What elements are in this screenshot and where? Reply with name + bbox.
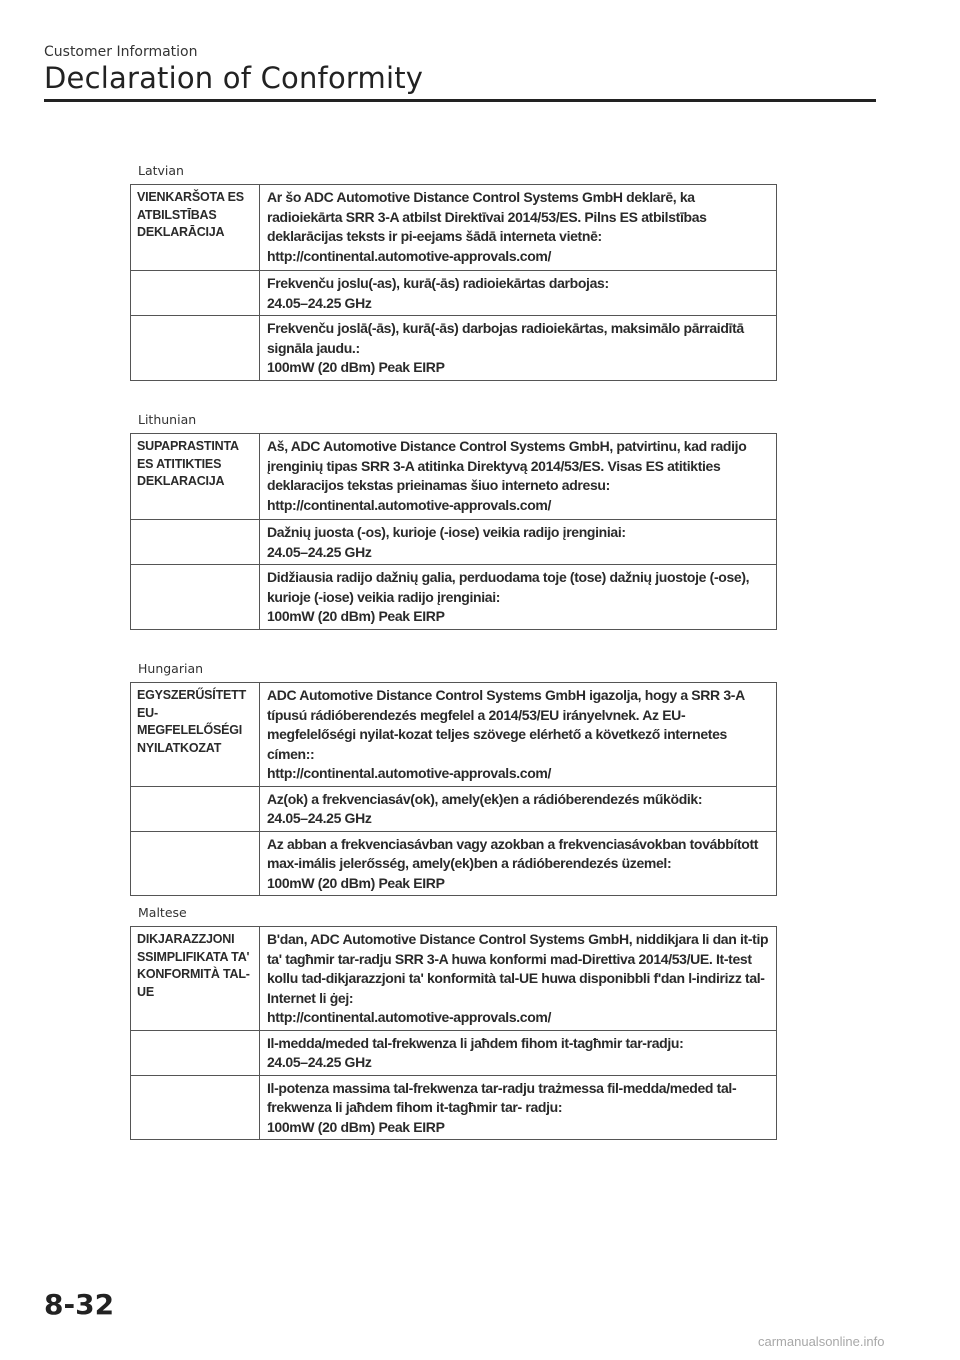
language-block-lithuanian — [130, 411, 776, 630]
empty-cell — [131, 565, 260, 630]
empty-cell — [131, 316, 260, 381]
page-number: 8-32 — [44, 1288, 115, 1321]
declaration-text-cell — [260, 185, 777, 271]
frequency-label: Dažnių juosta (-os), kurioje (-iose) veikia radijo įrenginiai: — [267, 524, 626, 540]
declaration-heading: DIKJARAZZJONI SSIMPLIFIKATA TA' KONFORMITÀ TAL-UE — [131, 927, 260, 1031]
empty-cell — [131, 1075, 260, 1140]
chapter-title: Declaration of Conformity — [44, 61, 424, 95]
declaration-url: http://continental.automotive-approvals.com/ — [267, 1009, 552, 1025]
watermark: carmanualsonline.info — [758, 1334, 885, 1349]
power-cell — [260, 1075, 777, 1140]
frequency-label: Frekvenču joslu(-as), kurā(-ās) radioiekārtas darbojas: — [267, 275, 609, 291]
power-cell — [260, 316, 777, 381]
language-block-hungarian — [130, 660, 776, 896]
section-label: Customer Information — [44, 44, 198, 60]
frequency-label: Il-medda/meded tal-frekwenza li jaħdem fihom it-tagħmir tar-radju: — [267, 1034, 684, 1051]
language-label: Maltese — [138, 905, 187, 920]
declaration-table — [130, 433, 777, 630]
language-block-maltese — [130, 904, 776, 1140]
power-cell — [260, 565, 777, 630]
frequency-cell — [260, 271, 777, 316]
power-label: Il-potenza massima tal-frekwenza tar-radju trażmessa fil-medda/meded tal-frekwenza li jaħdem fihom it-tagħmir tar- radju: — [267, 1079, 737, 1115]
empty-cell — [131, 831, 260, 896]
frequency-cell — [260, 520, 777, 565]
power-value: 100mW (20 dBm) Peak EIRP — [267, 1118, 445, 1135]
frequency-label: Az(ok) a frekvenciasáv(ok), amely(ek)en a rádióberendezés működik: — [267, 790, 703, 807]
declaration-text: Aš, ADC Automotive Distance Control Systems GmbH, patvirtinu, kad radijo įrenginių tipas SRR 3-A atitinka Direktyvą 2014/53/ES. Visas ES atitikties deklaracijos tekstas prieinamas šiuo interneto adresu: — [267, 438, 747, 493]
declaration-text: Ar šo ADC Automotive Distance Control Systems GmbH deklarē, ka radioiekārta SRR 3-A atbilst Direktīvai 2014/53/ES. Pilns ES atbilstības deklarācijas teksts ir pi-eejams šādā interneta vietnē: — [267, 189, 707, 244]
power-value: 100mW (20 dBm) Peak EIRP — [267, 359, 445, 375]
declaration-url: http://continental.automotive-approvals.com/ — [267, 247, 552, 264]
declaration-table — [130, 184, 777, 381]
frequency-value: 24.05–24.25 GHz — [267, 294, 372, 311]
language-label: Latvian — [138, 163, 184, 178]
empty-cell — [131, 271, 260, 316]
power-value: 100mW (20 dBm) Peak EIRP — [267, 874, 445, 891]
page-header — [44, 44, 876, 95]
power-label: Frekvenču joslā(-ās), kurā(-ās) darbojas radioiekārtas, maksimālo pārraidītā signāla jaudu.: — [267, 320, 744, 356]
language-label: Lithunian — [138, 412, 197, 427]
declaration-heading: SUPAPRASTINTA ES ATITIKTIES DEKLARACIJA — [131, 434, 260, 520]
declaration-text-cell — [260, 683, 777, 787]
empty-cell — [131, 786, 260, 831]
language-label: Hungarian — [138, 661, 204, 676]
power-label: Didžiausia radijo dažnių galia, perduodama toje (tose) dažnių juostoje (-ose), kurioje (-iose) veikia radijo įrenginiai: — [267, 569, 750, 605]
power-value: 100mW (20 dBm) Peak EIRP — [267, 608, 445, 624]
language-block-latvian — [130, 162, 776, 381]
empty-cell — [131, 520, 260, 565]
declaration-text: ADC Automotive Distance Control Systems GmbH igazolja, hogy a SRR 3-A típusú rádióberendezés megfelel a 2014/53/EU irányelvnek. Az EU-megfelelőségi nyilat-kozat teljes szövege elérhető a következő internetes címen:: — [267, 687, 745, 762]
frequency-cell — [260, 1030, 777, 1075]
empty-cell — [131, 1030, 260, 1075]
declaration-heading: EGYSZERŰSÍTETT EU-MEGFELELŐSÉGI NYILATKOZAT — [131, 683, 260, 787]
declaration-table — [130, 926, 777, 1140]
header-rule — [44, 99, 876, 102]
frequency-value: 24.05–24.25 GHz — [267, 543, 372, 560]
frequency-value: 24.05–24.25 GHz — [267, 810, 372, 826]
frequency-value: 24.05–24.25 GHz — [267, 1054, 372, 1070]
power-cell — [260, 831, 777, 896]
declaration-text: B'dan, ADC Automotive Distance Control Systems GmbH, niddikjara li dan it-tip ta' tagħmir tar-radju SRR 3-A huwa konformi mad-Direttiva 2014/53/UE. It-test kollu tad-dikjarazzjoni ta' konformità tal-UE huwa disponibbli f'dan l-indirizz tal-Internet li ġej: — [267, 931, 769, 1006]
power-label: Az abban a frekvenciasávban vagy azokban a frekvenciasávokban továbbított max-imális jelerősség, amely(ek)ben a rádióberendezés üzemel: — [267, 835, 759, 871]
declaration-text-cell — [260, 927, 777, 1031]
declaration-url: http://continental.automotive-approvals.com/ — [267, 765, 552, 781]
declaration-url: http://continental.automotive-approvals.com/ — [267, 496, 552, 513]
declaration-table — [130, 682, 777, 896]
frequency-cell — [260, 786, 777, 831]
declaration-text-cell — [260, 434, 777, 520]
declaration-heading: VIENKARŠOTA ES ATBILSTĪBAS DEKLARĀCIJA — [131, 185, 260, 271]
